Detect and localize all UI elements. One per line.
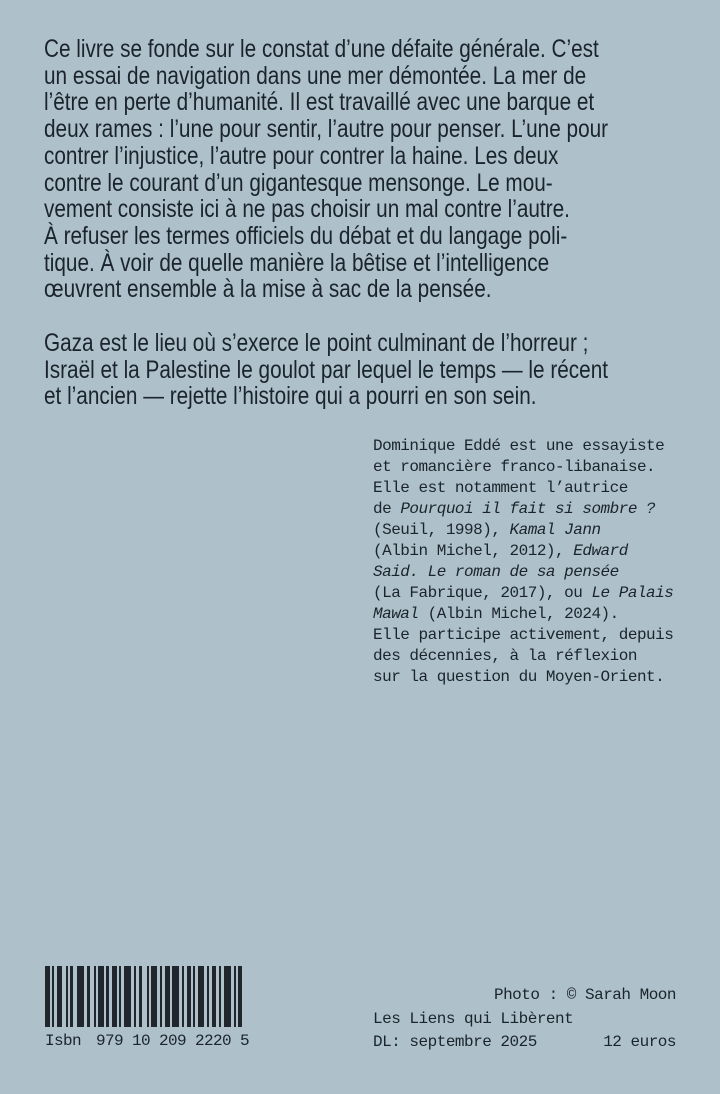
barcode-bar (77, 966, 84, 1027)
barcode-bar (147, 966, 149, 1027)
bio-line: Dominique Eddé est une essayiste (373, 437, 665, 455)
barcode-bar (193, 966, 195, 1027)
legal-deposit: DL: septembre 2025 (373, 1033, 537, 1051)
barcode-bar (238, 966, 241, 1027)
blurb-line: contre le courant d’un gigantesque mensonge. Le mou- (44, 168, 553, 197)
isbn-number: 979 10 209 2220 5 (96, 1032, 250, 1050)
barcode-bar (165, 966, 170, 1027)
blurb-line: Gaza est le lieu où s’exerce le point culminant de l’horreur ; (44, 329, 589, 358)
blurb-line: contrer l’injustice, l’autre pour contrer la haine. Les deux (44, 141, 559, 170)
isbn-row (45, 1032, 249, 1050)
bio-line: Elle participe activement, depuis (373, 626, 674, 644)
barcode-bar (182, 966, 184, 1027)
barcode-bar (66, 966, 68, 1027)
bio-line: et romancière franco-libanaise. (373, 458, 656, 476)
barcode-bar (187, 966, 190, 1027)
blurb-line: vement consiste ici à ne pas choisir un mal contre l’autre. (44, 195, 570, 224)
blurb-line: Israël et la Palestine le goulot par lequel le temps — le récent (44, 355, 609, 384)
blurb-line: un essai de navigation dans une mer démontée. La mer de (44, 61, 587, 90)
barcode-bar (151, 966, 157, 1027)
barcode-bar (198, 966, 204, 1027)
barcode-bar (112, 966, 117, 1027)
barcode-bar (207, 966, 209, 1027)
blurb-line: deux rames : l’une pour sentir, l’autre pour penser. L’une pour (44, 115, 609, 144)
barcode-bar (172, 966, 179, 1027)
bio-line: des décennies, à la réflexion (373, 647, 637, 665)
barcode-bar (70, 966, 72, 1027)
blurb-paragraph (44, 330, 676, 410)
barcode (45, 966, 247, 1027)
blurb-line: l’être en perte d’humanité. Il est travaillé avec une barque et (44, 88, 595, 117)
barcode-bar (45, 966, 50, 1027)
blurb-line: tique. À voir de quelle manière la bêtise et l’intelligence (44, 248, 550, 277)
barcode-bar (119, 966, 121, 1027)
bio-line: Elle est notamment l’autrice (373, 479, 628, 497)
blurb-line: et l’ancien — rejette l’histoire qui a pourri en son sein. (44, 382, 537, 411)
blurb-line: Ce livre se fonde sur le constat d’une défaite générale. C’est (44, 35, 599, 63)
barcode-bar (124, 966, 131, 1027)
blurb-text (44, 36, 676, 410)
isbn-label: Isbn (45, 1032, 82, 1050)
colophon-bottom-row (373, 1031, 676, 1055)
barcode-bar (234, 966, 236, 1027)
photo-credit: Photo : © Sarah Moon (493, 986, 676, 1004)
barcode-bar (98, 966, 104, 1027)
author-bio (373, 436, 693, 688)
blurb-line: œuvrent ensemble à la mise à sac de la pensée. (44, 275, 492, 304)
bio-line: (La Fabrique, 2017), ou Le Palais (373, 584, 674, 602)
bio-line: Mawal (Albin Michel, 2024). (373, 605, 619, 623)
barcode-bar (52, 966, 54, 1027)
bio-line: sur la question du Moyen-Orient. (373, 668, 665, 686)
bio-line: (Albin Michel, 2012), Edward (373, 542, 628, 560)
barcode-bar (219, 966, 221, 1027)
blurb (44, 36, 676, 410)
barcode-bar (134, 966, 136, 1027)
barcode-bar (106, 966, 108, 1027)
barcode-bar (87, 966, 90, 1027)
barcode-bar (224, 966, 231, 1027)
barcode-bar (212, 966, 217, 1027)
bio-line: de Pourquoi il fait si sombre ? (373, 500, 656, 518)
publisher-name: Les Liens qui Libèrent (373, 1009, 574, 1028)
barcode-bar (94, 966, 96, 1027)
barcode-bar (57, 966, 63, 1027)
barcode-bar (160, 966, 162, 1027)
colophon (373, 984, 676, 1055)
bio-line: Said. Le roman de sa pensée (373, 563, 619, 581)
blurb-line: À refuser les termes officiels du débat et du langage poli- (44, 221, 568, 250)
bio-line: (Seuil, 1998), Kamal Jann (373, 521, 601, 539)
barcode-bar (139, 966, 142, 1027)
blurb-paragraph (44, 36, 676, 303)
price: 12 euros (603, 1033, 676, 1051)
